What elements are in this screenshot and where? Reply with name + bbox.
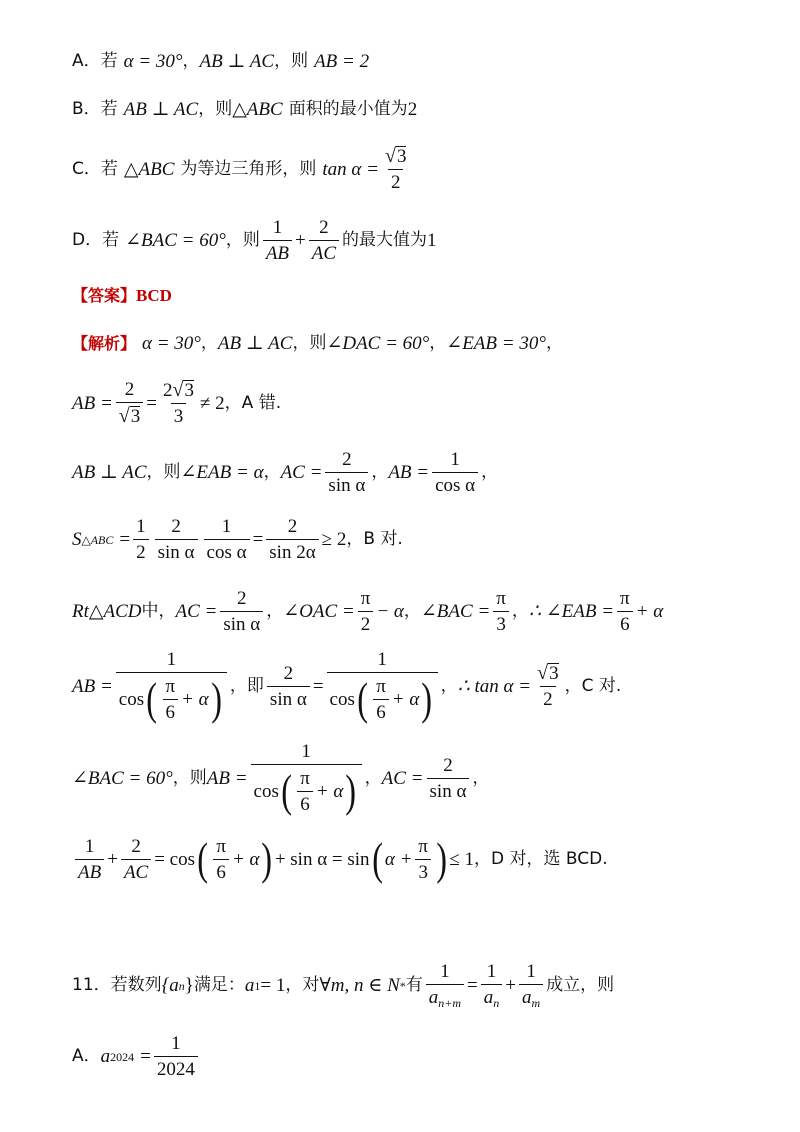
answer-value: BCD bbox=[136, 286, 172, 305]
analysis-line-8: $\frac{1}{AB}$ + $\frac{2}{AC}$ = cos ( $\frac{\pi}{6}$ + α ) + sin α = sin ( α + $\frac{\pi}{3}$ ) ≤ 1 ， D 对，选 BCD. bbox=[72, 836, 608, 882]
fraction: √ 3 2 bbox=[384, 145, 407, 193]
option-d: D．若 ∠BAC = 60° ， 则 $\frac{1}{AB}$ + $\frac{2}{AC}$ 的最大值为 1 bbox=[72, 217, 437, 264]
question-11-option-a: A． a 2024 = $\frac{1}{2024}$ bbox=[72, 1034, 201, 1079]
answer-tag: 【答案】 bbox=[72, 285, 137, 305]
option-c: C．若 △ABC 为等边三角形 ， 则 tan α = √ 3 2 bbox=[72, 146, 412, 192]
analysis-line-7: ∠BAC = 60° ， 则 AB = 1 cos ( $\frac{\pi}{6}$ + α ) ， AC = $\frac{2}{\text{sin α}}$ ， bbox=[72, 741, 490, 816]
analysis-line-3: AB ⊥ AC ， 则 ∠EAB = α ， AC = $\frac{2}{\text{sin α}}$ ， AB = $\frac{1}{\text{cos α}}$ ， bbox=[72, 449, 499, 496]
analysis-line-4: S △ABC = $\frac{1}{2}$ $\frac{2}{\text{sin α}}$ $\frac{1}{\text{cos α}}$ = $\frac{2}{\sin 2\alpha}$ ≥ 2 ， B 对. bbox=[72, 516, 403, 563]
analysis-line-2: AB = 2 √ 3 = 2 √ 3 3 ≠ 2 ， A 错. bbox=[72, 379, 282, 427]
option-b: B．若 AB ⊥ AC ， 则 △ABC 面积的最小值为 2 bbox=[72, 99, 418, 120]
analysis-line-6: AB = 1 cos ( $\frac{\pi}{6}$ + α ) ， 即 $\frac{2}{\text{sin α}}$ = 1 cos ( $\frac{\pi}{6}$ + α ) ， ∴ tan α = √ 3 2 ， C 对. bbox=[72, 649, 622, 724]
answer-line bbox=[72, 287, 172, 304]
option-a: A．若 α = 30° ， AB ⊥ AC ， 则 AB = 2 bbox=[72, 51, 370, 72]
analysis-line-1: 【解析】 α = 30° ， AB ⊥ AC ， 则 ∠DAC = 60° ， ∠EAB = 30° ， bbox=[72, 333, 563, 354]
question-11: 11．若数列 {a n } 满足： a 1 = 1 ， 对 ∀m, n ∈ N * 有 $\frac{1}{a_{n+m}}$ = $\frac{1}{a_n}$ + $\frac{1}{a_m}$ 成立，则 bbox=[72, 961, 615, 1010]
analysis-line-5: Rt△ACD 中 ， AC = $\frac{2}{\text{sin α}}$ ， ∠OAC = $\frac{\pi}{2}$ − α ， ∠BAC = $\frac{\pi}{3}$ ， ∴ ∠EAB = $\frac{\pi}{6}$ + α bbox=[72, 588, 664, 635]
